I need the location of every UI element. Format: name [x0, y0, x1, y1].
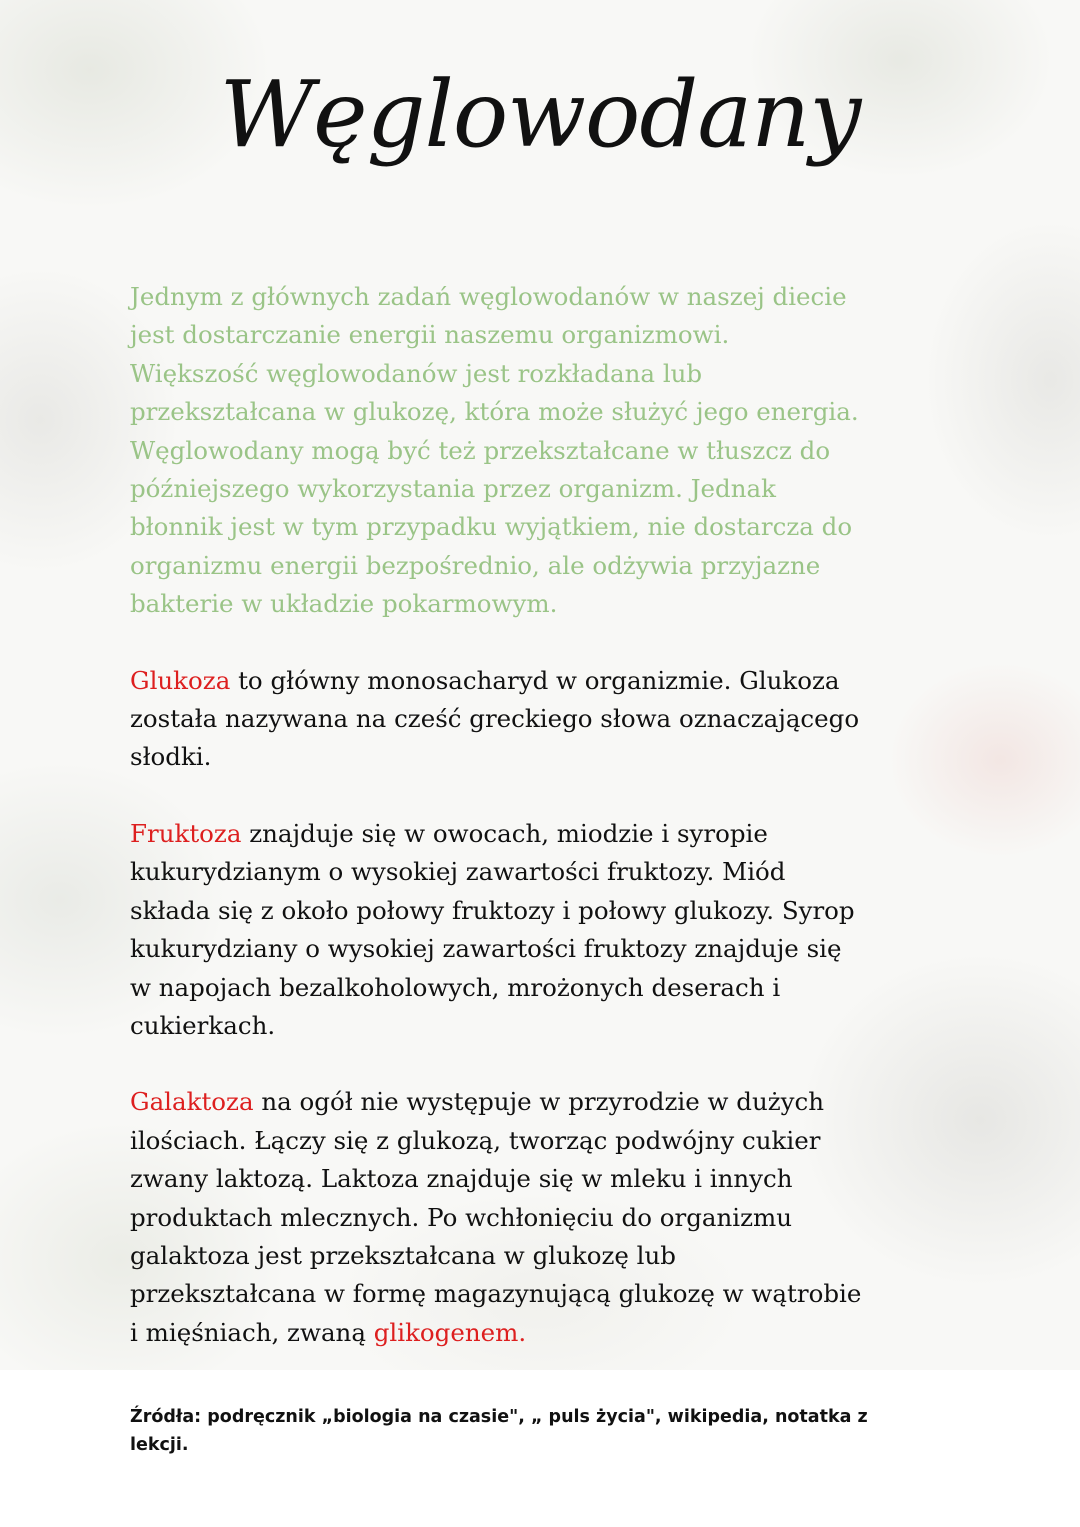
galaktoza-text: na ogół nie występuje w przyrodzie w dużych ilościach. Łączy się z glukozą, tworząc podwójny cukier zwany laktozą. Laktoza znajduje się w mleku i innych produktach mlecznych. Po wchłonięciu do organizmu galaktoza jest przekształcana w glukozę lub przekształcana w formę magazynującą glukozę w wątrobie i mięśniach, zwaną [130, 1087, 862, 1347]
galaktoza-term: Galaktoza [130, 1087, 254, 1117]
fruktoza-text: znajduje się w owocach, miodzie i syropie kukurydzianym o wysokiej zawartości fruktozy. Miód składa się z około połowy fruktozy i połowy glukozy. Syrop kukurydziany o wysokiej zawartości fruktozy znajduje się w napojach bezalkoholowych, mrożonych deserach i cukierkach. [130, 818, 855, 1040]
galaktoza-paragraph [130, 1083, 960, 1352]
fruktoza-paragraph [130, 815, 960, 1045]
glukoza-paragraph [130, 662, 960, 777]
glikogen-term: glikogenem. [373, 1317, 527, 1347]
glukoza-text: to główny monosacharyd w organizmie. Glukoza została nazywana na cześć greckiego słowa oznaczającego słodki. [130, 665, 860, 772]
content [130, 278, 960, 1390]
glukoza-term: Glukoza [130, 665, 231, 695]
sources-note [130, 1403, 930, 1459]
sources-text: Źródła: podręcznik „biologia na czasie", „ puls życia", wikipedia, notatka z lekcji. [130, 1407, 868, 1455]
fruktoza-term: Fruktoza [130, 818, 242, 848]
page-title: Węglowodany [219, 61, 861, 168]
intro-paragraph: Jednym z głównych zadań węglowodanów w naszej diecie jest dostarczanie energii naszemu organizmowi. Większość węglowodanów jest rozkładana lub przekształcana w glukozę, która może służyć jego energia. Węglowodany mogą być też przekształcane w tłuszcz do późniejszego wykorzystania przez organizm. Jednak błonnik jest w tym przypadku wyjątkiem, nie dostarcza do organizmu energii bezpośrednio, ale odżywia przyjazne bakterie w układzie pokarmowym. [130, 282, 859, 619]
